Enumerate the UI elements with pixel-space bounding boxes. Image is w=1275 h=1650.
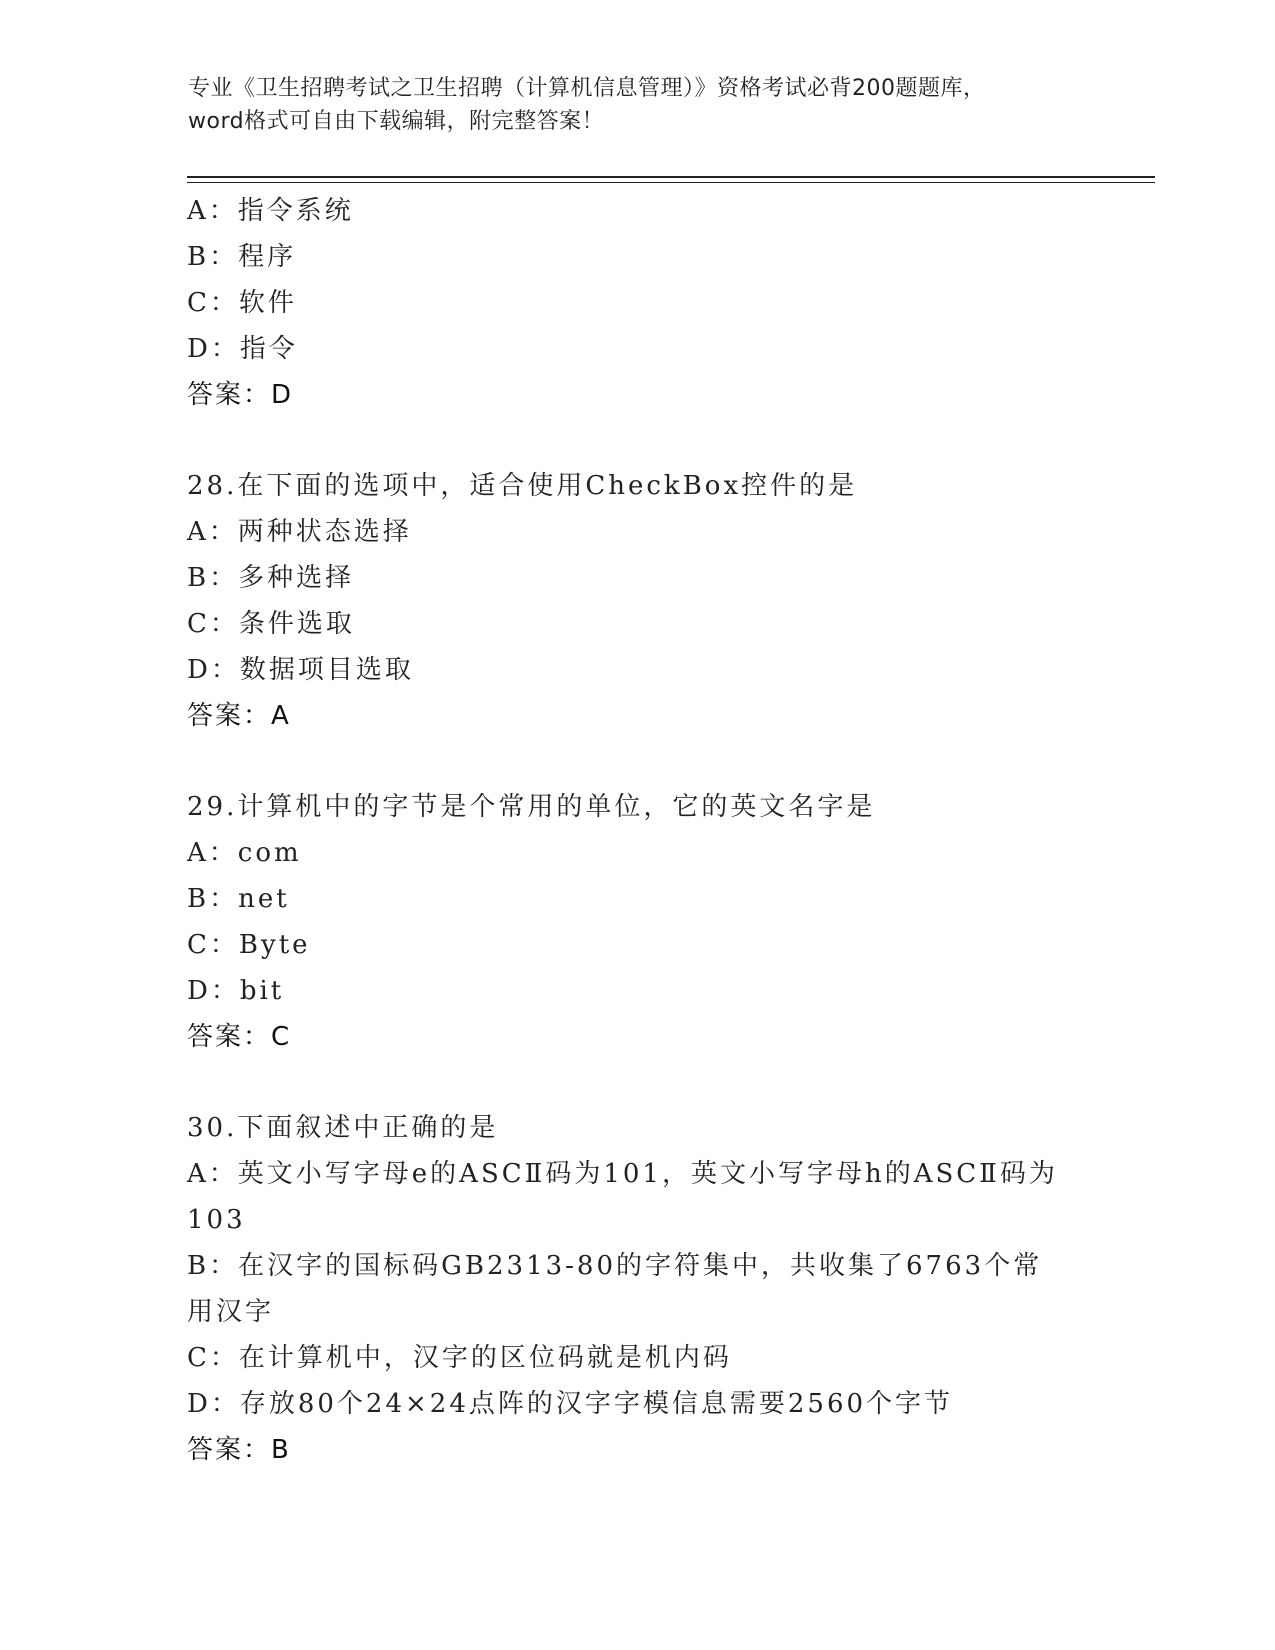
spacer [187,418,1067,463]
header-divider-thick [187,176,1155,178]
option-a: A：英文小写字母e的ASCⅡ码为101，英文小写字母h的ASCⅡ码为103 [187,1159,1058,1235]
option-a: A：指令系统 [187,196,354,226]
question-stem: 29.计算机中的字节是个常用的单位，它的英文名字是 [187,792,876,822]
option-c: C：软件 [187,288,297,318]
option-c: C：在计算机中，汉字的区位码就是机内码 [187,1343,732,1373]
option-c: C：Byte [187,930,311,960]
option-d: D：数据项目选取 [187,655,414,685]
option-d: D：存放80个24×24点阵的汉字字模信息需要2560个字节 [187,1389,954,1419]
option-b: B：net [187,884,290,914]
spacer [187,1060,1067,1105]
answer-line: 答案：A [187,701,291,731]
option-a: A：com [187,838,302,868]
question-28 [187,463,1067,739]
spacer [187,739,1067,784]
header-title-line-1: 专业《卫生招聘考试之卫生招聘（计算机信息管理）》资格考试必背200题题库， [188,76,986,101]
answer-line: 答案：D [187,380,294,410]
option-a: A：两种状态选择 [187,517,412,547]
question-list [187,188,1067,1473]
header-title-line-2: word格式可自由下载编辑，附完整答案！ [188,109,605,134]
option-b: B：多种选择 [187,563,355,593]
question-stem: 30.下面叙述中正确的是 [187,1113,499,1143]
option-b: B：程序 [187,242,297,272]
question-29 [187,784,1067,1060]
question-30 [187,1105,1067,1473]
option-b: B：在汉字的国标码GB2313-80的字符集中，共收集了6763个常用汉字 [187,1251,1043,1327]
option-c: C：条件选取 [187,609,355,639]
question-stem: 28.在下面的选项中，适合使用CheckBox控件的是 [187,471,858,501]
answer-line: 答案：C [187,1022,292,1052]
option-d: D：指令 [187,334,298,364]
question-27-continued [187,188,1067,418]
answer-line: 答案：B [187,1435,291,1465]
option-d: D：bit [187,976,285,1006]
header-divider-thin [187,182,1155,183]
document-header [188,72,1088,138]
